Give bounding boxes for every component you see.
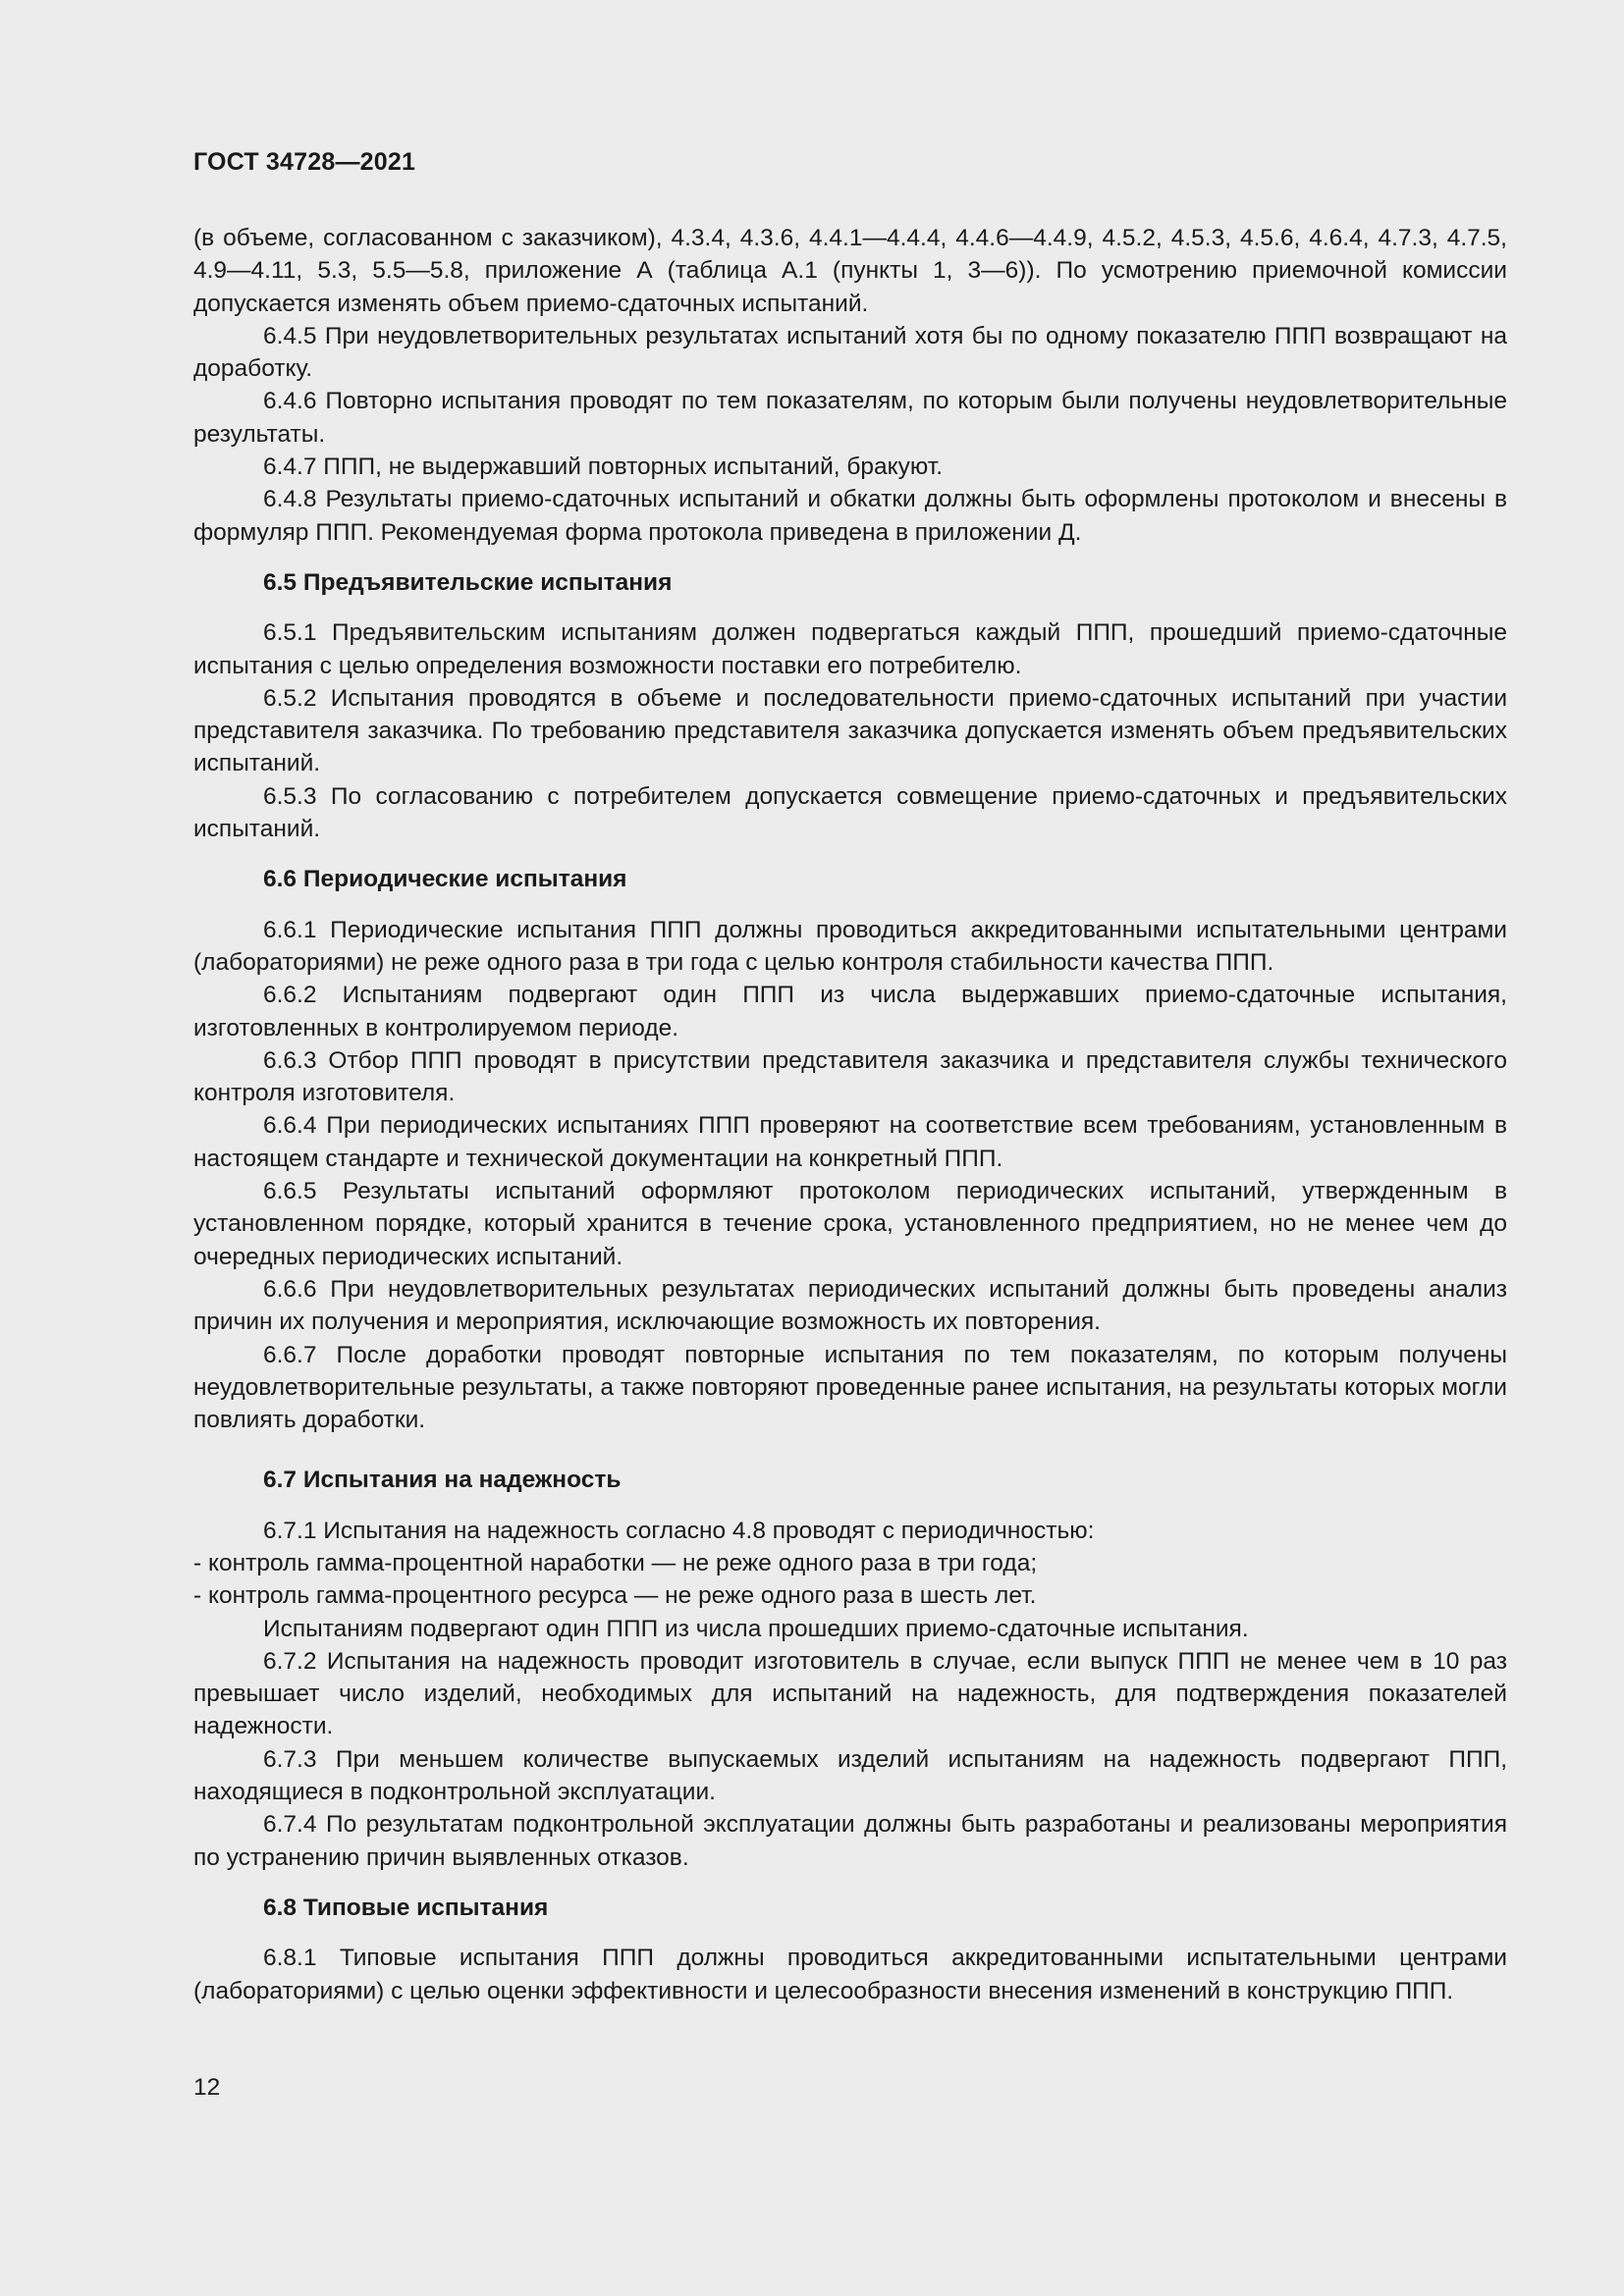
paragraph-6-7-2: 6.7.2 Испытания на надежность проводит изготовитель в случае, если выпуск ППП не менее чем в 10 раз превышает число изделий, необходимых для испытаний на надежность, для подтверждения показателей надежности. (193, 1647, 1507, 1740)
list-item-gamma-resource: - контроль гамма-процентного ресурса — не реже одного раза в шесть лет. (193, 1582, 1037, 1610)
paragraph-6-4-8: 6.4.8 Результаты приемо-сдаточных испытаний и обкатки должны быть оформлены протоколом и внесены в формуляр ППП. Рекомендуемая форма протокола приведена в приложении Д. (193, 486, 1507, 546)
section-heading-6-6: 6.6 Периодические испытания (263, 866, 627, 893)
paragraph-6-6-5: 6.6.5 Результаты испытаний оформляют протоколом периодических испытаний, утвержденным в установленном порядке, который хранится в течение срока, установленного предприятием, но не менее чем до очередных периодических испытаний. (193, 1178, 1507, 1270)
paragraph-continuation: (в объеме, согласованном с заказчиком), 4.3.4, 4.3.6, 4.4.1—4.4.4, 4.4.6—4.4.9, 4.5.2, 4.5.3, 4.5.6, 4.6.4, 4.7.3, 4.7.5, 4.9—4.11, 5.3, 5.5—5.8, приложение А (таблица А.1 (пункты 1, 3—6)). По усмотрению приемочной комиссии допускается изменять объем приемо-сдаточных испытаний. (193, 225, 1507, 317)
paragraph-6-5-1: 6.5.1 Предъявительским испытаниям должен подвергаться каждый ППП, прошедший приемо-сдаточные испытания с целью определения возможности поставки его потребителю. (193, 619, 1507, 679)
paragraph-6-6-4: 6.6.4 При периодических испытаниях ППП проверяют на соответствие всем требованиям, установленным в настоящем стандарте и технической документации на конкретный ППП. (193, 1112, 1507, 1172)
paragraph-6-6-7: 6.6.7 После доработки проводят повторные испытания по тем показателям, по которым получены неудовлетворительные результаты, а также повторяют проведенные ранее испытания, на результаты которых могли повлиять доработки. (193, 1341, 1507, 1434)
paragraph-6-7-3: 6.7.3 При меньшем количестве выпускаемых изделий испытаниям на надежность подвергают ППП, находящиеся в подконтрольной эксплуатации. (193, 1745, 1507, 1806)
paragraph-6-4-6: 6.4.6 Повторно испытания проводят по тем показателям, по которым были получены неудовлетворительные результаты. (193, 388, 1507, 448)
paragraph-6-4-7: 6.4.7 ППП, не выдержавший повторных испытаний, бракуют. (263, 454, 944, 481)
paragraph-6-6-3: 6.6.3 Отбор ППП проводят в присутствии представителя заказчика и представителя службы технического контроля изготовителя. (193, 1046, 1507, 1107)
paragraph-6-5-3: 6.5.3 По согласованию с потребителем допускается совмещение приемо-сдаточных и предъявительских испытаний. (193, 782, 1507, 843)
document-code-header: ГОСТ 34728—2021 (193, 148, 416, 176)
document-body (193, 222, 1507, 2007)
section-heading-6-8: 6.8 Типовые испытания (263, 1894, 549, 1921)
paragraph-6-8-1: 6.8.1 Типовые испытания ППП должны проводиться аккредитованными испытательными центрами (лабораториями) с целью оценки эффективности и целесообразности внесения изменений в конструкцию ППП. (193, 1945, 1507, 2004)
paragraph-6-7-1-note: Испытаниям подвергают один ППП из числа прошедших приемо-сдаточные испытания. (263, 1615, 1249, 1642)
paragraph-6-7-1: 6.7.1 Испытания на надежность согласно 4.8 проводят с периодичностью: (263, 1517, 1095, 1544)
section-heading-6-5: 6.5 Предъявительские испытания (263, 568, 673, 596)
page-number: 12 (193, 2074, 221, 2101)
paragraph-6-6-1: 6.6.1 Периодические испытания ППП должны проводиться аккредитованными испытательными центрами (лабораториями) не реже одного раза в три года с целью контроля стабильности качества ППП. (193, 916, 1507, 976)
list-item-gamma-operating-time: - контроль гамма-процентной наработки — не реже одного раза в три года; (193, 1549, 1038, 1576)
paragraph-6-5-2: 6.5.2 Испытания проводятся в объеме и последовательности приемо-сдаточных испытаний при участии представителя заказчика. По требованию представителя заказчика допускается изменять объем предъявительских испытаний. (193, 684, 1507, 777)
paragraph-6-6-2: 6.6.2 Испытаниям подвергают один ППП из числа выдержавших приемо-сдаточные испытания, изготовленных в контролируемом периоде. (193, 982, 1507, 1041)
paragraph-6-7-4: 6.7.4 По результатам подконтрольной эксплуатации должны быть разработаны и реализованы мероприятия по устранению причин выявленных отказов. (193, 1811, 1507, 1871)
document-page (193, 0, 1507, 2296)
paragraph-6-6-6: 6.6.6 При неудовлетворительных результатах периодических испытаний должны быть проведены анализ причин их получения и мероприятия, исключающие возможность их повторения. (193, 1275, 1507, 1336)
section-heading-6-7: 6.7 Испытания на надежность (263, 1467, 622, 1494)
paragraph-6-4-5: 6.4.5 При неудовлетворительных результатах испытаний хотя бы по одному показателю ППП возвращают на доработку. (193, 322, 1507, 383)
